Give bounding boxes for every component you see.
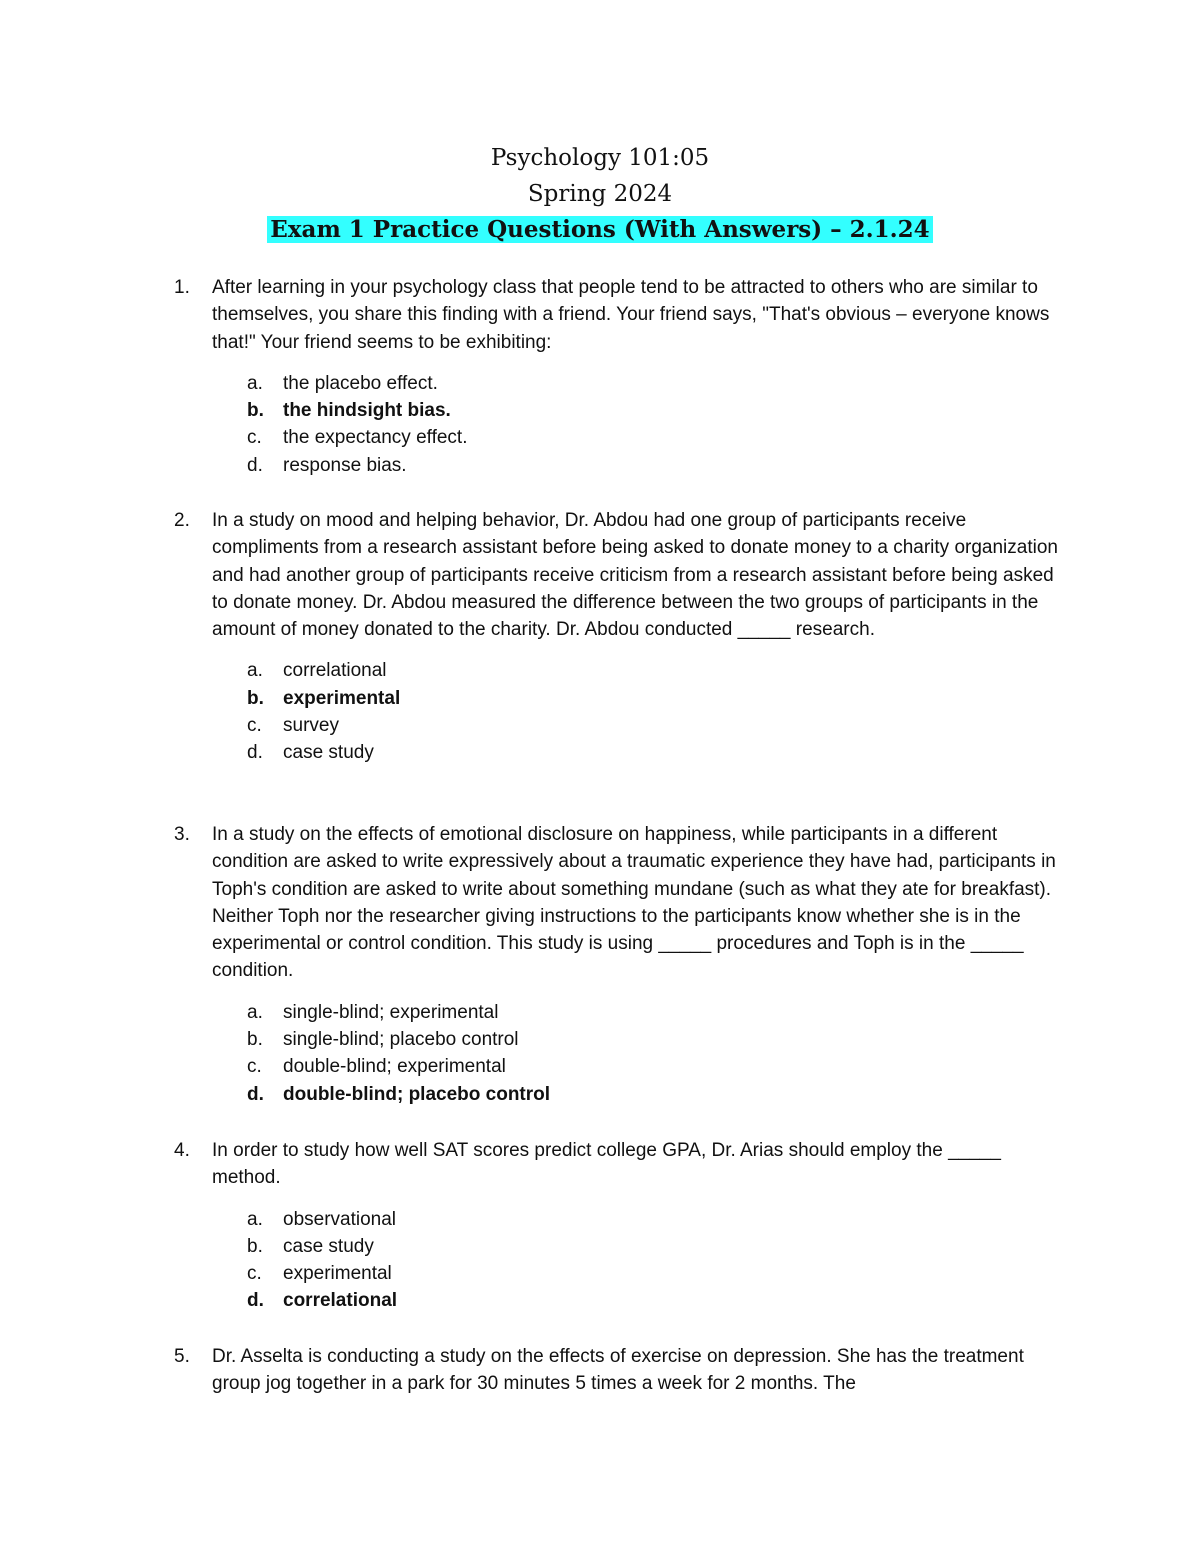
option-a: a. correlational [247,660,387,682]
option-c: c. survey [247,715,339,737]
answer-options [212,999,1065,1108]
option-c: c. double-blind; experimental [247,1056,506,1078]
option-c: c. experimental [247,1263,392,1285]
answer-options [212,370,1065,479]
option-a: a. single-blind; experimental [247,1001,499,1023]
answer-options [212,657,1065,766]
question-1 [174,274,1065,479]
option-d: d. response bias. [247,454,407,476]
term: Spring 2024 [527,181,673,207]
question-stem: Dr. Asselta is conducting a study on the effects of exercise on depression. She has the treatment group jog together in a park for 30 minutes 5 times a week for 2 months. The [212,1346,1024,1395]
question-number: 3. [174,824,190,845]
question-number: 5. [174,1346,190,1367]
question-3 [174,821,1065,1108]
option-a: a. observational [247,1208,397,1230]
question-stem: In a study on the effects of emotional disclosure on happiness, while participants in a different condition are asked to write expressively about a traumatic experience they have had, participants in Toph's condition are asked to write about something mundane (such as what they ate for breakfast). Neither Toph nor the researcher giving instructions to the participants know whether she is in the experimental or control condition. This study is using _____ procedures and Toph is in the _____ condition. [212,824,1056,982]
exam-title-line [0,212,1200,248]
option-b-correct: b. experimental [247,687,401,709]
question-stem: After learning in your psychology class that people tend to be attracted to others who are similar to themselves, you share this finding with a friend. Your friend says, "That's obvious – everyone knows that!" Your friend seems to be exhibiting: [212,277,1050,353]
course-title: Psychology 101:05 [490,145,710,171]
question-number: 4. [174,1140,190,1161]
option-d-correct: d. correlational [247,1290,398,1312]
option-d-correct: d. double-blind; placebo control [247,1083,551,1105]
question-stem: In a study on mood and helping behavior, Dr. Abdou had one group of participants receive compliments from a research assistant before being asked to donate money to a charity organization and had another group of participants receive criticism from a research assistant before being asked to donate money. Dr. Abdou measured the difference between the two groups of participants in the amount of money donated to the charity. Dr. Abdou conducted _____ research. [212,510,1058,641]
question-2 [174,507,1065,767]
document-header [0,140,1200,248]
question-5 [174,1343,1065,1398]
question-4 [174,1137,1065,1315]
option-c: c. the expectancy effect. [247,427,468,449]
question-number: 1. [174,277,190,298]
option-d: d. case study [247,742,374,764]
question-stem: In order to study how well SAT scores predict college GPA, Dr. Arias should employ the _____ method. [212,1140,1001,1189]
option-b: b. case study [247,1235,374,1257]
answer-options [212,1206,1065,1315]
exam-title: Exam 1 Practice Questions (With Answers) – 2.1.24 [267,216,932,243]
option-b: b. single-blind; placebo control [247,1029,519,1051]
question-number: 2. [174,510,190,531]
option-a: a. the placebo effect. [247,372,438,394]
option-b-correct: b. the hindsight bias. [247,400,451,422]
